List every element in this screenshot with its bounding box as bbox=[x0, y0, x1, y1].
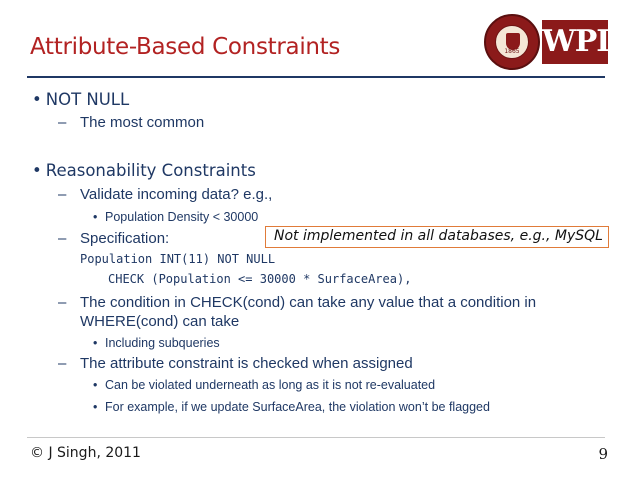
seal-inner bbox=[495, 25, 529, 59]
code-line-1: Population INT(11) NOT NULL bbox=[80, 252, 276, 266]
wpi-logo bbox=[484, 14, 608, 70]
item-can-be-violated bbox=[93, 378, 435, 392]
footer-copyright: © J Singh, 2011 bbox=[30, 445, 141, 461]
bullet-text: Reasonability Constraints bbox=[45, 161, 256, 180]
dash-marker: – bbox=[58, 114, 67, 131]
seal-year: 1865 bbox=[504, 48, 520, 55]
bullet-not-null bbox=[32, 90, 129, 109]
slide-title: Attribute-Based Constraints bbox=[30, 34, 341, 60]
bullet-dot: • bbox=[93, 210, 98, 224]
item-including-subqueries bbox=[93, 336, 220, 350]
bullet-dot: • bbox=[93, 336, 98, 350]
seal-icon bbox=[484, 14, 540, 70]
bullet-dot: • bbox=[32, 90, 42, 109]
sub-bullet-text: Validate incoming data? e.g., bbox=[80, 186, 273, 203]
wpi-wordmark: WPI bbox=[542, 20, 608, 64]
sub-bullet-check-cond bbox=[58, 294, 536, 311]
bullet-dot: • bbox=[93, 378, 98, 392]
bullet-reasonability bbox=[32, 161, 256, 180]
sub-bullet-check-cond-cont: WHERE(cond) can take bbox=[80, 313, 240, 330]
sub-bullet-checked-assigned bbox=[58, 355, 413, 372]
item-for-example bbox=[93, 400, 490, 414]
code-line-2: CHECK (Population <= 30000 * SurfaceArea), bbox=[108, 272, 412, 286]
callout-box: Not implemented in all databases, e.g., MySQL bbox=[265, 226, 609, 248]
item-text: Population Density < 30000 bbox=[105, 210, 259, 224]
page-number: 9 bbox=[598, 445, 608, 463]
sub-bullet-validate bbox=[58, 186, 272, 203]
item-population-density bbox=[93, 210, 258, 224]
sub-bullet-text: The condition in CHECK(cond) can take any value that a condition in bbox=[80, 294, 537, 311]
dash-marker: – bbox=[58, 186, 67, 203]
dash-marker: – bbox=[58, 294, 67, 311]
item-text: Can be violated underneath as long as it is not re-evaluated bbox=[105, 378, 436, 392]
dash-marker: – bbox=[58, 230, 67, 247]
sub-bullet-text: The most common bbox=[80, 114, 205, 131]
sub-bullet-text: Specification: bbox=[80, 230, 170, 247]
footer-rule bbox=[27, 437, 605, 438]
sub-bullet-most-common bbox=[58, 114, 204, 131]
bullet-dot: • bbox=[32, 161, 42, 180]
title-rule bbox=[27, 76, 605, 78]
sub-bullet-text: The attribute constraint is checked when assigned bbox=[80, 355, 413, 372]
item-text: For example, if we update SurfaceArea, the violation won’t be flagged bbox=[105, 400, 490, 414]
dash-marker: – bbox=[58, 355, 67, 372]
bullet-text: NOT NULL bbox=[45, 90, 130, 109]
sub-bullet-specification bbox=[58, 230, 169, 247]
item-text: Including subqueries bbox=[105, 336, 220, 350]
bullet-dot: • bbox=[93, 400, 98, 414]
